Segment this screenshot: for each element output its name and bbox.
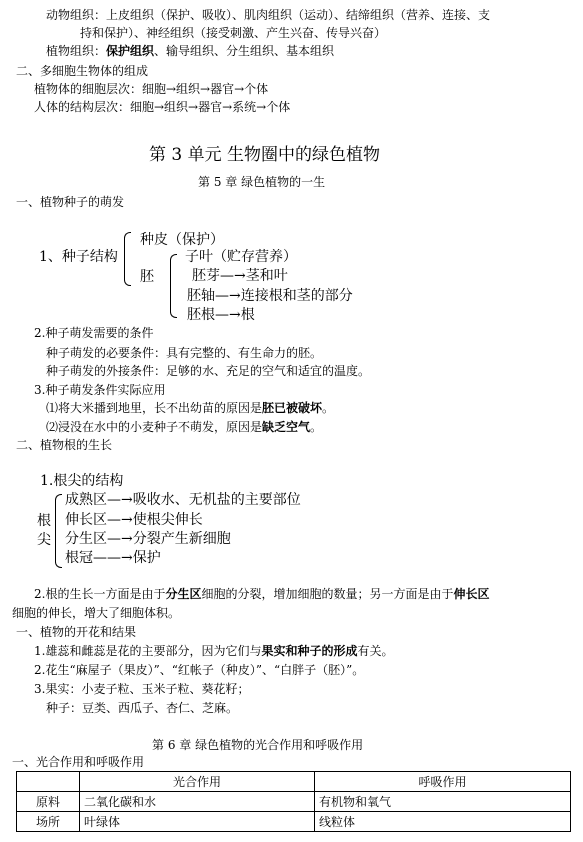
table-cell: 场所: [17, 812, 80, 832]
root-tip-char1: 根: [37, 513, 51, 529]
external-condition: 种子萌发的外接条件：足够的水、充足的空气和适宜的温度。: [46, 364, 371, 378]
seed-heading: 一、植物种子的萌发: [16, 195, 125, 209]
root-growth-mid: 细胞的分裂，增加细胞的数量；另一方面是由于: [201, 587, 454, 601]
plant-tissue-prefix: 植物组织：: [46, 44, 107, 58]
cotyledon: 子叶（贮存营养）: [185, 249, 297, 265]
chapter6-title: 第 6 章 绿色植物的光合作用和呼吸作用: [152, 738, 364, 752]
table-cell: 二氧化碳和水: [80, 792, 315, 812]
application-1-bold: 胚已被破坏: [262, 401, 323, 415]
table-header-cell: 呼吸作用: [315, 772, 571, 792]
root-growth-prefix: 2.根的生长一方面是由于: [34, 587, 166, 601]
plant-tissue-line: [46, 45, 334, 57]
internal-condition: 种子萌发的必要条件：具有完整的、有生命力的胚。: [46, 346, 323, 360]
table-cell: 原料: [17, 792, 80, 812]
application-1-prefix: ⑴将大米播到地里，长不出幼苗的原因是: [46, 401, 263, 415]
chapter5-title: 第 5 章 绿色植物的一生: [198, 175, 326, 189]
root-growth-line-1: [34, 588, 490, 600]
flower-item-2: 2.花生“麻屋子（果皮）”、“红帐子（种皮）”、“白胖子（胚）”。: [34, 663, 365, 677]
seed-brace: [124, 232, 131, 286]
animal-tissue-line-2: 持和保护）、神经组织（接受刺激、产生兴奋、传导兴奋）: [80, 26, 387, 40]
table-header-row: [17, 772, 571, 792]
application-2: [46, 421, 322, 433]
application-1: [46, 402, 334, 414]
table-cell: 有机物和氧气: [315, 792, 571, 812]
table-header-cell: [17, 772, 80, 792]
embryo-brace: [170, 254, 177, 318]
table-row: [17, 792, 571, 812]
germination-conditions-heading: 2.种子萌发需要的条件: [34, 326, 154, 340]
flower-item-3: 3.果实：小麦子粒、玉米子粒、葵花籽；: [34, 682, 250, 696]
seed-coat: 种皮（保护）: [140, 232, 224, 248]
chapter6-heading: 一、光合作用和呼吸作用: [12, 755, 145, 769]
animal-tissue-line-1: 动物组织：上皮组织（保护、吸收）、肌肉组织（运动）、结缔组织（营养、连接、支: [46, 8, 491, 22]
application-2-bold: 缺乏空气: [262, 420, 311, 434]
application-2-suffix: 。: [310, 420, 323, 434]
comparison-table: [16, 771, 571, 832]
elongation-zone: 伸长区—→使根尖伸长: [65, 512, 203, 528]
flower-item-3b: 种子：豆类、西瓜子、杏仁、芝麻。: [46, 701, 239, 715]
root-growth-line-2: 细胞的伸长，增大了细胞体积。: [12, 606, 181, 620]
plant-tissue-bold: 保护组织: [106, 44, 155, 58]
application-heading: 3.种子萌发条件实际应用: [34, 383, 166, 397]
application-2-prefix: ⑵浸没在水中的小麦种子不萌发，原因是: [46, 420, 263, 434]
application-1-suffix: 。: [322, 401, 335, 415]
root-cap: 根冠——→保护: [65, 550, 161, 566]
plant-tissue-rest: 、输导组织、分生组织、基本组织: [154, 44, 335, 58]
flower-item-1-suffix: 有关。: [357, 644, 394, 658]
flower-item-1-bold: 果实和种子的形成: [261, 644, 358, 658]
flower-item-1: [34, 645, 393, 657]
flower-item-1-prefix: 1.雄蕊和雌蕊是花的主要部分，因为它们与: [34, 644, 262, 658]
human-levels: 人体的结构层次：细胞→组织→器官→系统→个体: [34, 100, 291, 114]
meristem-zone: 分生区—→分裂产生新细胞: [65, 531, 231, 547]
hypocotyl: 胚轴—→连接根和茎的部分: [187, 288, 353, 304]
root-growth-bold-2: 伸长区: [453, 587, 490, 601]
unit-title: 第 3 单元 生物圈中的绿色植物: [149, 145, 381, 165]
seed-structure-label: 1、种子结构: [39, 249, 118, 265]
table-row: [17, 812, 571, 832]
section2-heading: 二、多细胞生物体的组成: [16, 64, 149, 78]
plant-levels: 植物体的细胞层次：细胞→组织→器官→个体: [34, 82, 269, 96]
table-cell: 线粒体: [315, 812, 571, 832]
flower-heading: 一、植物的开花和结果: [16, 625, 137, 639]
table-cell: 叶绿体: [80, 812, 315, 832]
embryo-label: 胚: [140, 269, 154, 285]
root-brace: [55, 494, 62, 568]
root-growth-bold-1: 分生区: [165, 587, 202, 601]
root-tip-heading: 1.根尖的结构: [40, 473, 124, 489]
table-header-cell: 光合作用: [80, 772, 315, 792]
root-tip-char2: 尖: [37, 532, 51, 548]
plumule: 胚芽—→茎和叶: [192, 268, 288, 284]
radicle: 胚根—→根: [187, 307, 255, 323]
maturation-zone: 成熟区—→吸收水、无机盐的主要部位: [65, 492, 301, 508]
root-heading: 二、植物根的生长: [16, 438, 113, 452]
